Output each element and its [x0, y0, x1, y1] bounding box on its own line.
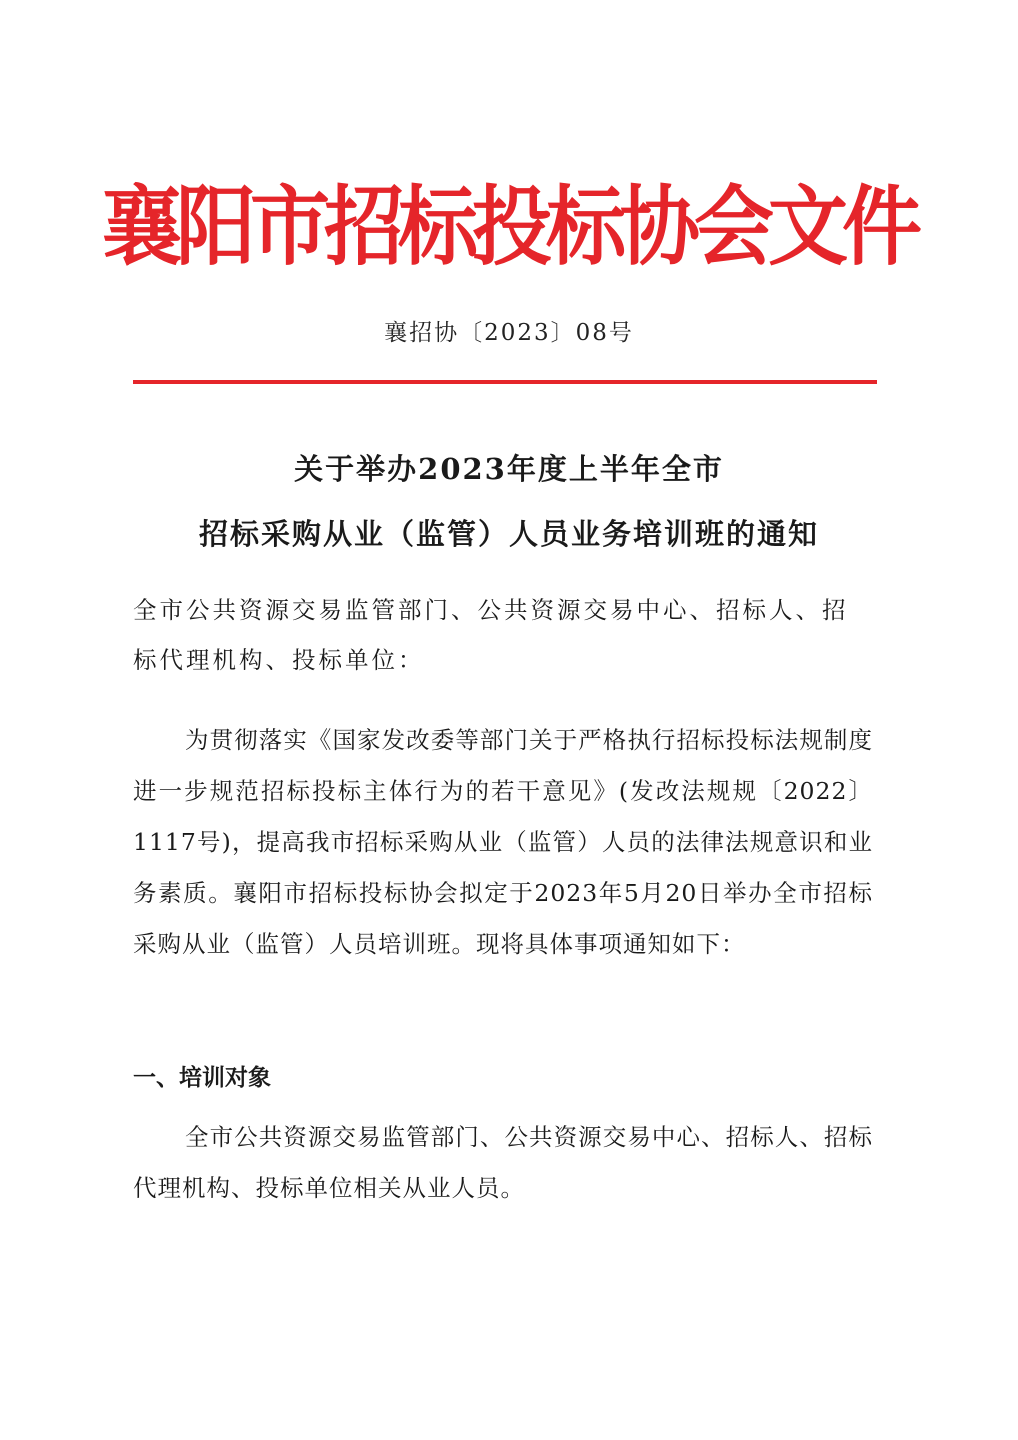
document-number: 襄招协〔2023〕08号	[384, 320, 634, 346]
section-heading-training-targets: 一、培训对象	[133, 1065, 271, 1091]
red-divider-line	[133, 380, 877, 384]
issuer-header-title: 襄阳市招标投标协会文件	[102, 176, 916, 278]
intro-paragraph: 为贯彻落实《国家发改委等部门关于严格执行招标投标法规制度进一步规范招标投标主体行为的若干意见》(发改法规规〔2022〕1117号)，提高我市招标采购从业（监管）人员的法律法规意识和业务素质。襄阳市招标投标协会拟定于2023年5月20日举办全市招标采购从业（监管）人员培训班。现将具体事项通知如下：	[133, 726, 873, 958]
recipients-paragraph: 全市公共资源交易监管部门、公共资源交易中心、招标人、招标代理机构、投标单位：	[133, 596, 849, 674]
notice-title-line-1: 关于举办2023年度上半年全市	[294, 452, 724, 486]
notice-title-line-2: 招标采购从业（监管）人员业务培训班的通知	[198, 517, 819, 551]
section-body-training-targets: 全市公共资源交易监管部门、公共资源交易中心、招标人、招标代理机构、投标单位相关从业人员。	[133, 1123, 873, 1202]
